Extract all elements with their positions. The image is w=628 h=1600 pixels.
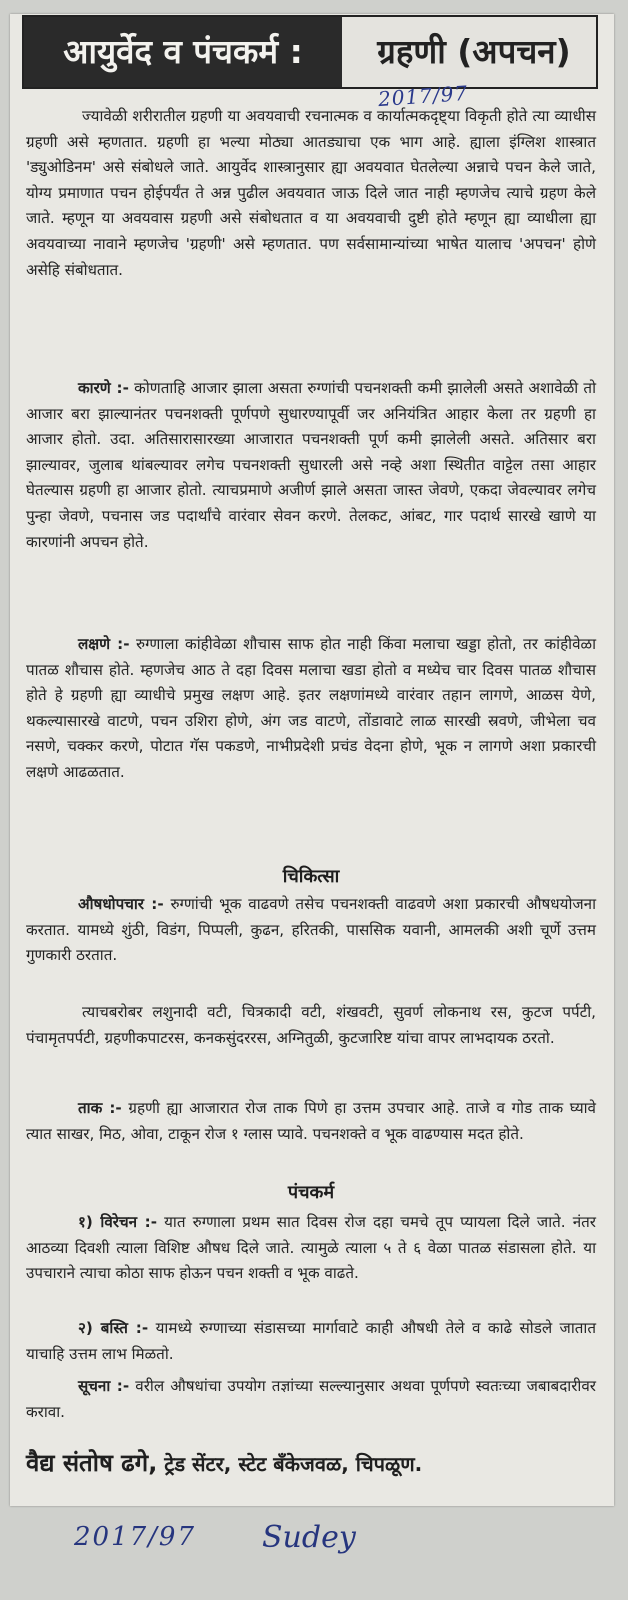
- header-title-left: आयुर्वेद व पंचकर्म :: [24, 17, 342, 87]
- causes-label: कारणे :-: [78, 379, 129, 397]
- virechan-label: १) विरेचन :-: [78, 1213, 158, 1231]
- author-address: ट्रेड सेंटर, स्टेट बँकेजवळ, चिपळूण.: [164, 1452, 423, 1476]
- symptoms-label: लक्षणे :-: [78, 635, 130, 653]
- handwritten-date-bottom: 2017/97: [74, 1522, 197, 1552]
- buttermilk-label: ताक :-: [78, 1099, 122, 1117]
- virechan-paragraph: [26, 1210, 596, 1287]
- buttermilk-paragraph: [26, 1096, 596, 1147]
- virechan-text: यात रुग्णाला प्रथम सात दिवस रोज दहा चमचे तूप प्यायला दिले जाते. नंतर आठव्या दिवशी त्याला विशिष्ट औषध दिले जाते. त्यामुळे त्याला ५ ते ६ वेळा पातळ संडासला होते. या उपचाराने त्याचा कोठा साफ होऊन पचन शक्ती व भूक वाढते.: [26, 1213, 597, 1283]
- author-name: वैद्य संतोष ढगे,: [26, 1449, 158, 1477]
- header-title-right: ग्रहणी (अपचन): [377, 32, 571, 71]
- handwritten-signature: Sudey: [262, 1520, 356, 1555]
- note-text: वरील औषधांचा उपयोग तज्ञांच्या सल्ल्यानुसार अथवा पूर्णपणे स्वतःच्या जबाबदारीवर करावा.: [26, 1377, 596, 1421]
- handwritten-date-top: 2017/97: [377, 80, 469, 112]
- author-signature-line: [26, 1446, 596, 1479]
- panchakarma-heading: पंचकर्म: [287, 1182, 335, 1203]
- note-paragraph: [26, 1374, 596, 1425]
- symptoms-paragraph: [26, 632, 596, 786]
- causes-paragraph: [26, 376, 596, 555]
- buttermilk-text: ग्रहणी ह्या आजारात रोज ताक पिणे हा उत्तम उपचार आहे. ताजे व गोड ताक घ्यावे त्यात साखर, मिठ, ओवा, टाकून रोज १ ग्लास प्यावे. पचनशक्ते व भूक वाढण्यास मदत होते.: [26, 1099, 597, 1143]
- medication-text: रुग्णांची भूक वाढवणे तसेच पचनशक्ती वाढवणे अशा प्रकारची औषधयोजना करतात. यामध्ये शुंठी, विडंग, पिप्पली, कुढन, हरितकी, पाससिक यवानी, आमलकी अशी चूर्णे उत्तम गुणकारी ठरतात.: [26, 895, 597, 965]
- chikitsa-heading: चिकित्सा: [282, 866, 340, 887]
- medication-paragraph-2: त्याचबरोबर लशुनादी वटी, चित्रकादी वटी, शंखवटी, सुवर्ण लोकनाथ रस, कुटज पर्पटी, पंचामृतपर्पटी, ग्रहणीकपाटरस, कनकसुंदररस, अग्नितुळी, कुटजारिष्ट यांचा वापर लाभदायक ठरतो.: [26, 1003, 596, 1047]
- basti-text: यामध्ये रुग्णाच्या संडासच्या मार्गावाटे काही औषधी तेले व काढे सोडले जातात याचाहि उत्तम लाभ मिळतो.: [26, 1319, 597, 1363]
- medication-label: औषधोपचार :-: [78, 895, 164, 913]
- basti-label: २) बस्ति :-: [78, 1319, 149, 1337]
- article-header: [22, 15, 598, 89]
- symptoms-text: रुग्णाला कांहीवेळा शौचास साफ होत नाही किंवा मलाचा खड्डा होतो, तर कांहीवेळा पातळ शौचास होते. म्हणजेच आठ ते दहा दिवस मलाचा खडा होतो व मध्येच चार दिवस पातळ शौचास होते हे ग्रहणी ह्या व्याधीचे प्रमुख लक्षण आहे. इतर लक्षणांमध्ये वारंवार तहान लागणे, आळस येणे, थकल्यासारखे वाटणे, पचन उशिरा होणे, अंग जड वाटणे, तोंडावाटे लाळ सारखी स्रवणे, जीभेला चव नसणे, चक्कर करणे, पोटात गॅस पकडणे, नाभीप्रदेशी प्रचंड वेदना होणे, भूक न लागणे अशा प्रकारची लक्षणे आढळतात.: [26, 635, 596, 781]
- causes-text: कोणताहि आजार झाला असता रुग्णांची पचनशक्ती कमी झालेली असते अशावेळी तो आजार बरा झाल्यानंतर पचनशक्ती पूर्णपणे सुधारण्यापूर्वी जर अनियंत्रित आहार केला तर ग्रहणी हा आजार होतो. उदा. अतिसारासारख्या आजारात पचनशक्ती पूर्ण कमी झालेली असते. अतिसार बरा झाल्यावर, जुलाब थांबल्यावर लगेच पचनशक्ती सुधारली असे नव्हे अशा स्थितीत वाट्टेल तसा आहार घेतल्यास ग्रहणी हा आजार होतो. त्याचप्रमाणे अजीर्ण झाले असता जास्त जेवणे, एकदा जेवल्यावर लगेच पुन्हा जेवणे, पचनास जड पदार्थांचे वारंवार सेवन करणे. तेलकट, आंबट, गार पदार्थ सारखे खाणे या कारणांनी अपचन होते.: [26, 379, 597, 551]
- note-label: सूचना :-: [78, 1377, 130, 1395]
- medication-paragraph: [26, 892, 596, 969]
- basti-paragraph: [26, 1316, 596, 1367]
- intro-paragraph: ज्यावेळी शरीरातील ग्रहणी या अवयवाची रचनात्मक व कार्यात्मकदृष्ट्या विकृती होते त्या व्याधीस ग्रहणी असे म्हणतात. ग्रहणी हा भल्या मोठ्या आतड्याचा एक भाग आहे. ह्याला इंग्लिश शास्त्रात 'ड्युओडिनम' असे संबोधले जाते. आयुर्वेद शास्त्रानुसार ह्या अवयवात घेतलेल्या अन्नाचे पचन केले जाते, योग्य प्रमाणात पचन होईपर्यंत ते अन्न पुढील अवयवात जाऊ दिले जात नाही म्हणजेच त्याचे ग्रहण केले जाते. म्हणून या अवयवास ग्रहणी असे संबोधतात व या अवयवाची दुष्टी होते म्हणून ह्या व्याधीला ह्या अवयवाच्या नावाने म्हणजेच 'ग्रहणी' असे म्हणतात. पण सर्वसामान्यांच्या भाषेत यालाच 'अपचन' होणे असेहि संबोधतात.: [26, 107, 596, 279]
